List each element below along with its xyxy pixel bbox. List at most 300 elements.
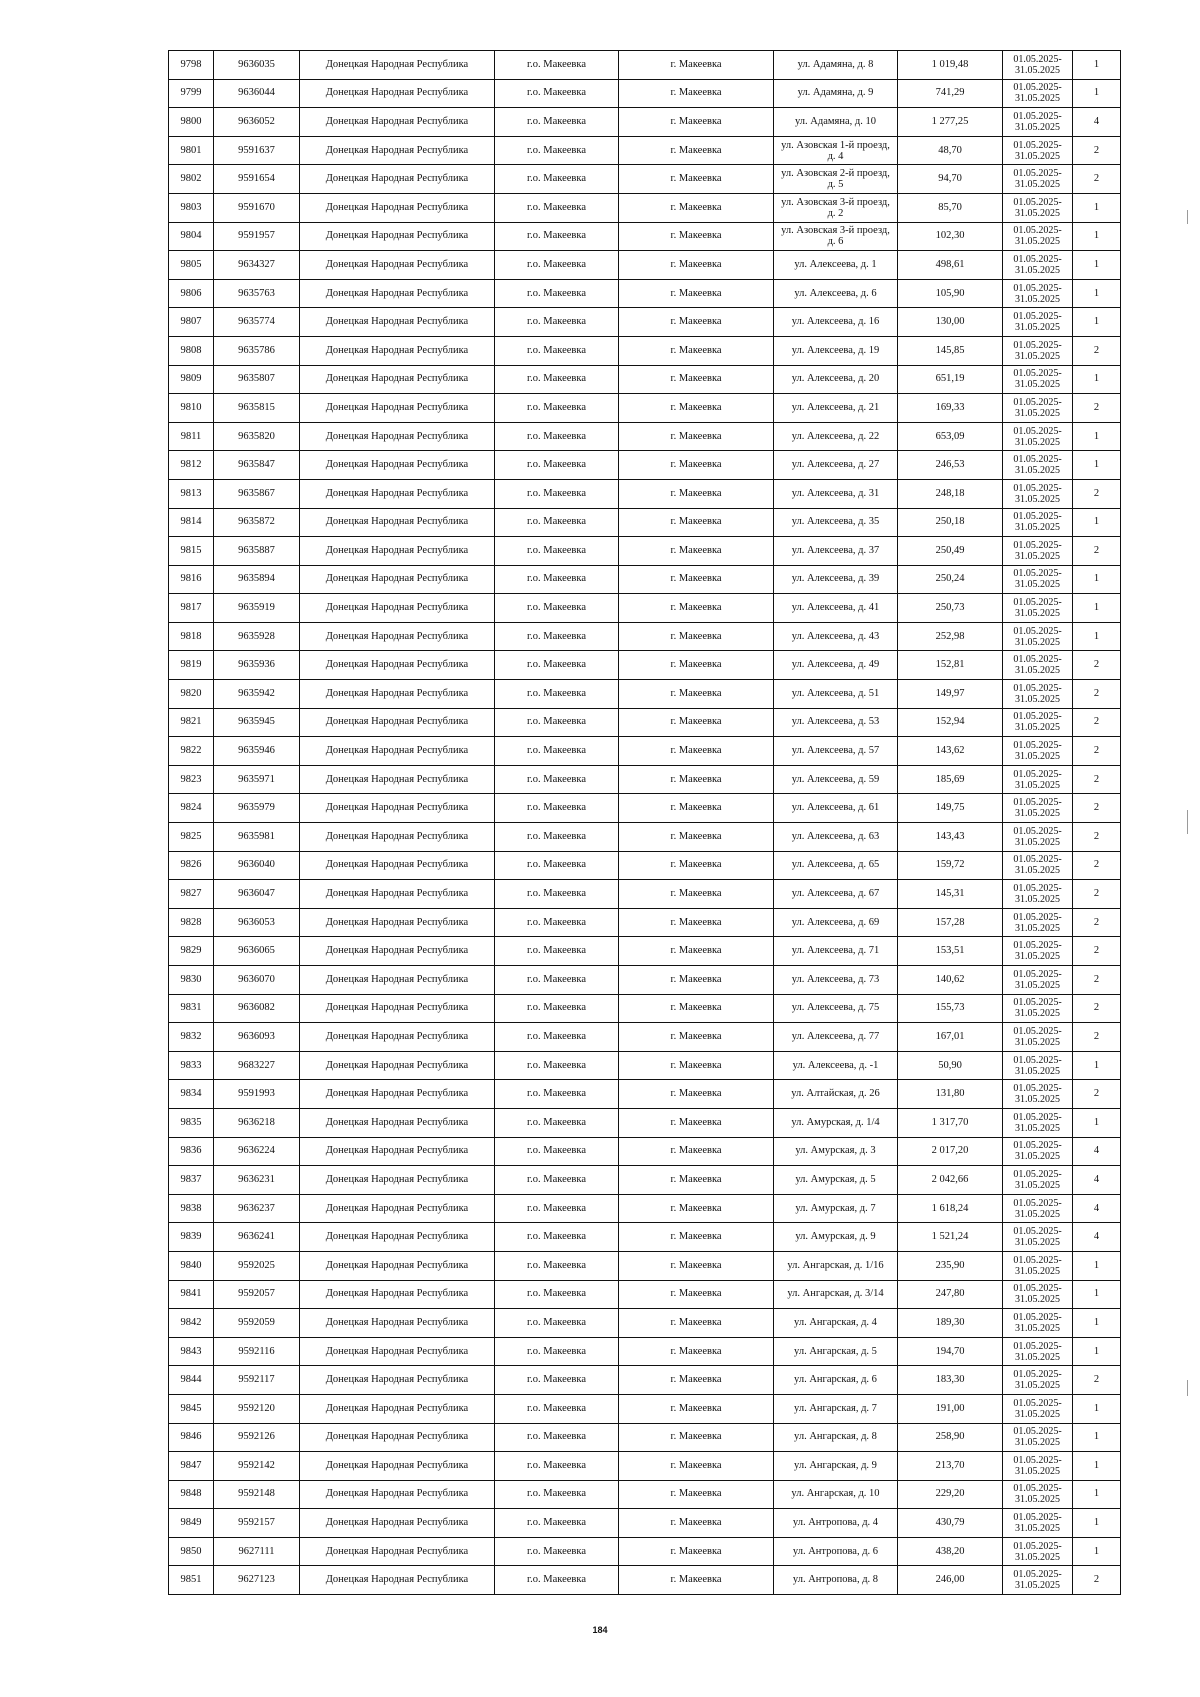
area-value: 94,70: [898, 165, 1003, 194]
row-number: 9802: [169, 165, 214, 194]
region-name: Донецкая Народная Республика: [300, 394, 495, 423]
region-name: Донецкая Народная Республика: [300, 1423, 495, 1452]
region-name: Донецкая Народная Республика: [300, 193, 495, 222]
address: ул. Алексеева, д. 73: [774, 966, 898, 995]
district-name: г.о. Макеевка: [495, 79, 619, 108]
row-number: 9851: [169, 1566, 214, 1595]
table-row: [169, 994, 1121, 1023]
address: ул. Азовская 3-й проезд, д. 6: [774, 222, 898, 251]
object-code: 9591670: [214, 193, 300, 222]
city-name: г. Макеевка: [619, 1480, 774, 1509]
district-name: г.о. Макеевка: [495, 737, 619, 766]
count-value: 1: [1073, 594, 1121, 623]
address: ул. Алексеева, д. 49: [774, 651, 898, 680]
city-name: г. Макеевка: [619, 594, 774, 623]
row-number: 9849: [169, 1509, 214, 1538]
period-range: 01.05.2025- 31.05.2025: [1003, 1166, 1073, 1195]
table-row: [169, 1566, 1121, 1595]
object-code: 9636237: [214, 1194, 300, 1223]
period-range: 01.05.2025- 31.05.2025: [1003, 508, 1073, 537]
row-number: 9839: [169, 1223, 214, 1252]
area-value: 145,85: [898, 336, 1003, 365]
district-name: г.о. Макеевка: [495, 365, 619, 394]
period-range: 01.05.2025- 31.05.2025: [1003, 680, 1073, 709]
address: ул. Алексеева, д. 6: [774, 279, 898, 308]
region-name: Донецкая Народная Республика: [300, 1394, 495, 1423]
count-value: 1: [1073, 1280, 1121, 1309]
table-row: [169, 1280, 1121, 1309]
city-name: г. Макеевка: [619, 365, 774, 394]
period-range: 01.05.2025- 31.05.2025: [1003, 908, 1073, 937]
object-code: 9635786: [214, 336, 300, 365]
row-number: 9829: [169, 937, 214, 966]
period-range: 01.05.2025- 31.05.2025: [1003, 765, 1073, 794]
count-value: 2: [1073, 1023, 1121, 1052]
period-range: 01.05.2025- 31.05.2025: [1003, 937, 1073, 966]
city-name: г. Макеевка: [619, 708, 774, 737]
object-code: 9627111: [214, 1537, 300, 1566]
city-name: г. Макеевка: [619, 1166, 774, 1195]
area-value: 2 042,66: [898, 1166, 1003, 1195]
city-name: г. Макеевка: [619, 108, 774, 137]
table-row: [169, 565, 1121, 594]
object-code: 9635979: [214, 794, 300, 823]
table-row: [169, 765, 1121, 794]
row-number: 9806: [169, 279, 214, 308]
object-code: 9636052: [214, 108, 300, 137]
row-number: 9831: [169, 994, 214, 1023]
city-name: г. Макеевка: [619, 1452, 774, 1481]
region-name: Донецкая Народная Республика: [300, 136, 495, 165]
object-code: 9635820: [214, 422, 300, 451]
period-range: 01.05.2025- 31.05.2025: [1003, 1566, 1073, 1595]
area-value: 213,70: [898, 1452, 1003, 1481]
period-range: 01.05.2025- 31.05.2025: [1003, 1280, 1073, 1309]
table-row: [169, 794, 1121, 823]
district-name: г.о. Макеевка: [495, 908, 619, 937]
city-name: г. Макеевка: [619, 537, 774, 566]
period-range: 01.05.2025- 31.05.2025: [1003, 251, 1073, 280]
object-code: 9635763: [214, 279, 300, 308]
object-code: 9591654: [214, 165, 300, 194]
district-name: г.о. Макеевка: [495, 279, 619, 308]
area-value: 191,00: [898, 1394, 1003, 1423]
city-name: г. Макеевка: [619, 737, 774, 766]
row-number: 9822: [169, 737, 214, 766]
region-name: Донецкая Народная Республика: [300, 1566, 495, 1595]
area-value: 149,97: [898, 680, 1003, 709]
table-row: [169, 851, 1121, 880]
address: ул. Алексеева, д. 75: [774, 994, 898, 1023]
address: ул. Алексеева, д. 59: [774, 765, 898, 794]
count-value: 1: [1073, 193, 1121, 222]
area-value: 235,90: [898, 1251, 1003, 1280]
city-name: г. Макеевка: [619, 765, 774, 794]
city-name: г. Макеевка: [619, 51, 774, 80]
area-value: 183,30: [898, 1366, 1003, 1395]
object-code: 9683227: [214, 1051, 300, 1080]
count-value: 2: [1073, 1366, 1121, 1395]
region-name: Донецкая Народная Республика: [300, 908, 495, 937]
period-range: 01.05.2025- 31.05.2025: [1003, 994, 1073, 1023]
region-name: Донецкая Народная Республика: [300, 1509, 495, 1538]
district-name: г.о. Макеевка: [495, 651, 619, 680]
object-code: 9636082: [214, 994, 300, 1023]
area-value: 167,01: [898, 1023, 1003, 1052]
region-name: Донецкая Народная Республика: [300, 1480, 495, 1509]
period-range: 01.05.2025- 31.05.2025: [1003, 1194, 1073, 1223]
count-value: 1: [1073, 1337, 1121, 1366]
count-value: 1: [1073, 565, 1121, 594]
table-row: [169, 966, 1121, 995]
table-row: [169, 1309, 1121, 1338]
object-code: 9636231: [214, 1166, 300, 1195]
region-name: Донецкая Народная Республика: [300, 1537, 495, 1566]
table-row: [169, 1480, 1121, 1509]
object-code: 9635815: [214, 394, 300, 423]
area-value: 250,73: [898, 594, 1003, 623]
period-range: 01.05.2025- 31.05.2025: [1003, 79, 1073, 108]
district-name: г.о. Макеевка: [495, 1366, 619, 1395]
region-name: Донецкая Народная Республика: [300, 737, 495, 766]
region-name: Донецкая Народная Республика: [300, 851, 495, 880]
period-range: 01.05.2025- 31.05.2025: [1003, 222, 1073, 251]
row-number: 9827: [169, 880, 214, 909]
row-number: 9833: [169, 1051, 214, 1080]
address: ул. Амурская, д. 1/4: [774, 1108, 898, 1137]
area-value: 653,09: [898, 422, 1003, 451]
area-value: 50,90: [898, 1051, 1003, 1080]
address: ул. Ангарская, д. 7: [774, 1394, 898, 1423]
object-code: 9592148: [214, 1480, 300, 1509]
object-code: 9636065: [214, 937, 300, 966]
count-value: 1: [1073, 308, 1121, 337]
count-value: 2: [1073, 737, 1121, 766]
area-value: 157,28: [898, 908, 1003, 937]
district-name: г.о. Макеевка: [495, 622, 619, 651]
district-name: г.о. Макеевка: [495, 508, 619, 537]
district-name: г.о. Макеевка: [495, 1394, 619, 1423]
table-row: [169, 880, 1121, 909]
table-row: [169, 251, 1121, 280]
district-name: г.о. Макеевка: [495, 1108, 619, 1137]
period-range: 01.05.2025- 31.05.2025: [1003, 708, 1073, 737]
city-name: г. Макеевка: [619, 1566, 774, 1595]
region-name: Донецкая Народная Республика: [300, 622, 495, 651]
object-code: 9591957: [214, 222, 300, 251]
count-value: 1: [1073, 279, 1121, 308]
city-name: г. Макеевка: [619, 680, 774, 709]
address: ул. Ангарская, д. 10: [774, 1480, 898, 1509]
count-value: 2: [1073, 851, 1121, 880]
count-value: 1: [1073, 222, 1121, 251]
city-name: г. Макеевка: [619, 565, 774, 594]
count-value: 1: [1073, 422, 1121, 451]
table-row: [169, 651, 1121, 680]
address: ул. Алексеева, д. 21: [774, 394, 898, 423]
row-number: 9815: [169, 537, 214, 566]
address: ул. Алексеева, д. 35: [774, 508, 898, 537]
address: ул. Алексеева, д. 39: [774, 565, 898, 594]
area-value: 153,51: [898, 937, 1003, 966]
region-name: Донецкая Народная Республика: [300, 794, 495, 823]
region-name: Донецкая Народная Республика: [300, 594, 495, 623]
address: ул. Ангарская, д. 8: [774, 1423, 898, 1452]
page-number: 184: [592, 1625, 608, 1635]
table-row: [169, 1051, 1121, 1080]
period-range: 01.05.2025- 31.05.2025: [1003, 165, 1073, 194]
count-value: 1: [1073, 1480, 1121, 1509]
address: ул. Азовская 1-й проезд, д. 4: [774, 136, 898, 165]
city-name: г. Макеевка: [619, 251, 774, 280]
period-range: 01.05.2025- 31.05.2025: [1003, 394, 1073, 423]
region-name: Донецкая Народная Республика: [300, 1452, 495, 1481]
address: ул. Алексеева, д. 65: [774, 851, 898, 880]
area-value: 229,20: [898, 1480, 1003, 1509]
table-row: [169, 708, 1121, 737]
address: ул. Алексеева, д. 51: [774, 680, 898, 709]
count-value: 2: [1073, 1080, 1121, 1109]
period-range: 01.05.2025- 31.05.2025: [1003, 279, 1073, 308]
scan-edge-mark: [1187, 1380, 1188, 1396]
row-number: 9841: [169, 1280, 214, 1309]
count-value: 2: [1073, 537, 1121, 566]
city-name: г. Макеевка: [619, 794, 774, 823]
count-value: 2: [1073, 823, 1121, 852]
city-name: г. Макеевка: [619, 222, 774, 251]
period-range: 01.05.2025- 31.05.2025: [1003, 1366, 1073, 1395]
district-name: г.о. Макеевка: [495, 823, 619, 852]
area-value: 2 017,20: [898, 1137, 1003, 1166]
object-code: 9592059: [214, 1309, 300, 1338]
period-range: 01.05.2025- 31.05.2025: [1003, 1337, 1073, 1366]
object-code: 9636047: [214, 880, 300, 909]
area-value: 85,70: [898, 193, 1003, 222]
city-name: г. Макеевка: [619, 880, 774, 909]
area-value: 246,53: [898, 451, 1003, 480]
district-name: г.о. Макеевка: [495, 479, 619, 508]
address: ул. Антропова, д. 4: [774, 1509, 898, 1538]
district-name: г.о. Макеевка: [495, 1337, 619, 1366]
area-value: 131,80: [898, 1080, 1003, 1109]
area-value: 1 521,24: [898, 1223, 1003, 1252]
city-name: г. Макеевка: [619, 394, 774, 423]
count-value: 4: [1073, 1194, 1121, 1223]
count-value: 2: [1073, 708, 1121, 737]
city-name: г. Макеевка: [619, 193, 774, 222]
object-code: 9636218: [214, 1108, 300, 1137]
period-range: 01.05.2025- 31.05.2025: [1003, 966, 1073, 995]
row-number: 9811: [169, 422, 214, 451]
address: ул. Амурская, д. 3: [774, 1137, 898, 1166]
row-number: 9835: [169, 1108, 214, 1137]
district-name: г.о. Макеевка: [495, 1480, 619, 1509]
region-name: Донецкая Народная Республика: [300, 422, 495, 451]
city-name: г. Макеевка: [619, 851, 774, 880]
area-value: 155,73: [898, 994, 1003, 1023]
district-name: г.о. Макеевка: [495, 394, 619, 423]
period-range: 01.05.2025- 31.05.2025: [1003, 1309, 1073, 1338]
district-name: г.о. Макеевка: [495, 1566, 619, 1595]
period-range: 01.05.2025- 31.05.2025: [1003, 51, 1073, 80]
period-range: 01.05.2025- 31.05.2025: [1003, 336, 1073, 365]
city-name: г. Макеевка: [619, 966, 774, 995]
district-name: г.о. Макеевка: [495, 594, 619, 623]
row-number: 9813: [169, 479, 214, 508]
district-name: г.о. Макеевка: [495, 136, 619, 165]
object-code: 9635919: [214, 594, 300, 623]
period-range: 01.05.2025- 31.05.2025: [1003, 308, 1073, 337]
region-name: Донецкая Народная Республика: [300, 1223, 495, 1252]
region-name: Донецкая Народная Республика: [300, 1051, 495, 1080]
city-name: г. Макеевка: [619, 823, 774, 852]
address: ул. Алексеева, д. 27: [774, 451, 898, 480]
district-name: г.о. Макеевка: [495, 451, 619, 480]
count-value: 1: [1073, 51, 1121, 80]
period-range: 01.05.2025- 31.05.2025: [1003, 622, 1073, 651]
period-range: 01.05.2025- 31.05.2025: [1003, 880, 1073, 909]
region-name: Донецкая Народная Республика: [300, 537, 495, 566]
address: ул. Алексеева, д. 77: [774, 1023, 898, 1052]
object-code: 9592025: [214, 1251, 300, 1280]
area-value: 651,19: [898, 365, 1003, 394]
district-name: г.о. Макеевка: [495, 1080, 619, 1109]
row-number: 9842: [169, 1309, 214, 1338]
row-number: 9799: [169, 79, 214, 108]
table-row: [169, 1423, 1121, 1452]
city-name: г. Макеевка: [619, 422, 774, 451]
count-value: 2: [1073, 165, 1121, 194]
row-number: 9850: [169, 1537, 214, 1566]
count-value: 1: [1073, 1509, 1121, 1538]
count-value: 4: [1073, 1223, 1121, 1252]
region-name: Донецкая Народная Республика: [300, 51, 495, 80]
address: ул. Ангарская, д. 9: [774, 1452, 898, 1481]
address: ул. Алексеева, д. 20: [774, 365, 898, 394]
count-value: 2: [1073, 394, 1121, 423]
region-name: Донецкая Народная Республика: [300, 451, 495, 480]
period-range: 01.05.2025- 31.05.2025: [1003, 1137, 1073, 1166]
period-range: 01.05.2025- 31.05.2025: [1003, 1080, 1073, 1109]
area-value: 430,79: [898, 1509, 1003, 1538]
row-number: 9837: [169, 1166, 214, 1195]
area-value: 1 277,25: [898, 108, 1003, 137]
table-row: [169, 136, 1121, 165]
area-value: 149,75: [898, 794, 1003, 823]
region-name: Донецкая Народная Республика: [300, 79, 495, 108]
region-name: Донецкая Народная Республика: [300, 1080, 495, 1109]
area-value: 102,30: [898, 222, 1003, 251]
city-name: г. Макеевка: [619, 79, 774, 108]
table-row: [169, 908, 1121, 937]
city-name: г. Макеевка: [619, 1194, 774, 1223]
row-number: 9798: [169, 51, 214, 80]
area-value: 130,00: [898, 308, 1003, 337]
region-name: Донецкая Народная Республика: [300, 1194, 495, 1223]
district-name: г.о. Макеевка: [495, 108, 619, 137]
district-name: г.о. Макеевка: [495, 994, 619, 1023]
table-row: [169, 1137, 1121, 1166]
area-value: 143,62: [898, 737, 1003, 766]
address: ул. Алексеева, д. 31: [774, 479, 898, 508]
period-range: 01.05.2025- 31.05.2025: [1003, 479, 1073, 508]
row-number: 9820: [169, 680, 214, 709]
address: ул. Адамяна, д. 10: [774, 108, 898, 137]
address: ул. Алексеева, д. 67: [774, 880, 898, 909]
count-value: 4: [1073, 108, 1121, 137]
district-name: г.о. Макеевка: [495, 308, 619, 337]
district-name: г.о. Макеевка: [495, 851, 619, 880]
table-row: [169, 1509, 1121, 1538]
table-row: [169, 1023, 1121, 1052]
row-number: 9840: [169, 1251, 214, 1280]
table-row: [169, 1366, 1121, 1395]
district-name: г.о. Макеевка: [495, 537, 619, 566]
period-range: 01.05.2025- 31.05.2025: [1003, 794, 1073, 823]
count-value: 4: [1073, 1166, 1121, 1195]
period-range: 01.05.2025- 31.05.2025: [1003, 1509, 1073, 1538]
region-name: Донецкая Народная Республика: [300, 479, 495, 508]
city-name: г. Макеевка: [619, 1537, 774, 1566]
count-value: 1: [1073, 451, 1121, 480]
object-code: 9636044: [214, 79, 300, 108]
row-number: 9848: [169, 1480, 214, 1509]
object-code: 9635887: [214, 537, 300, 566]
region-name: Донецкая Народная Республика: [300, 1366, 495, 1395]
row-number: 9804: [169, 222, 214, 251]
row-number: 9821: [169, 708, 214, 737]
city-name: г. Макеевка: [619, 1023, 774, 1052]
city-name: г. Макеевка: [619, 165, 774, 194]
district-name: г.о. Макеевка: [495, 937, 619, 966]
row-number: 9825: [169, 823, 214, 852]
table-row: [169, 79, 1121, 108]
district-name: г.о. Макеевка: [495, 1537, 619, 1566]
region-name: Донецкая Народная Республика: [300, 1137, 495, 1166]
table-row: [169, 365, 1121, 394]
row-number: 9805: [169, 251, 214, 280]
object-code: 9592117: [214, 1366, 300, 1395]
period-range: 01.05.2025- 31.05.2025: [1003, 1452, 1073, 1481]
address: ул. Ангарская, д. 5: [774, 1337, 898, 1366]
object-code: 9636053: [214, 908, 300, 937]
area-value: 741,29: [898, 79, 1003, 108]
address: ул. Алексеева, д. 37: [774, 537, 898, 566]
object-code: 9635971: [214, 765, 300, 794]
object-code: 9635945: [214, 708, 300, 737]
count-value: 2: [1073, 794, 1121, 823]
area-value: 1 317,70: [898, 1108, 1003, 1137]
object-code: 9591993: [214, 1080, 300, 1109]
district-name: г.о. Макеевка: [495, 1309, 619, 1338]
object-code: 9635774: [214, 308, 300, 337]
count-value: 2: [1073, 994, 1121, 1023]
row-number: 9819: [169, 651, 214, 680]
area-value: 498,61: [898, 251, 1003, 280]
count-value: 1: [1073, 1423, 1121, 1452]
count-value: 1: [1073, 1452, 1121, 1481]
object-code: 9635847: [214, 451, 300, 480]
table-row: [169, 193, 1121, 222]
table-row: [169, 680, 1121, 709]
district-name: г.о. Макеевка: [495, 708, 619, 737]
table-row: [169, 394, 1121, 423]
object-code: 9636224: [214, 1137, 300, 1166]
district-name: г.о. Макеевка: [495, 193, 619, 222]
object-code: 9635946: [214, 737, 300, 766]
row-number: 9843: [169, 1337, 214, 1366]
district-name: г.о. Макеевка: [495, 222, 619, 251]
